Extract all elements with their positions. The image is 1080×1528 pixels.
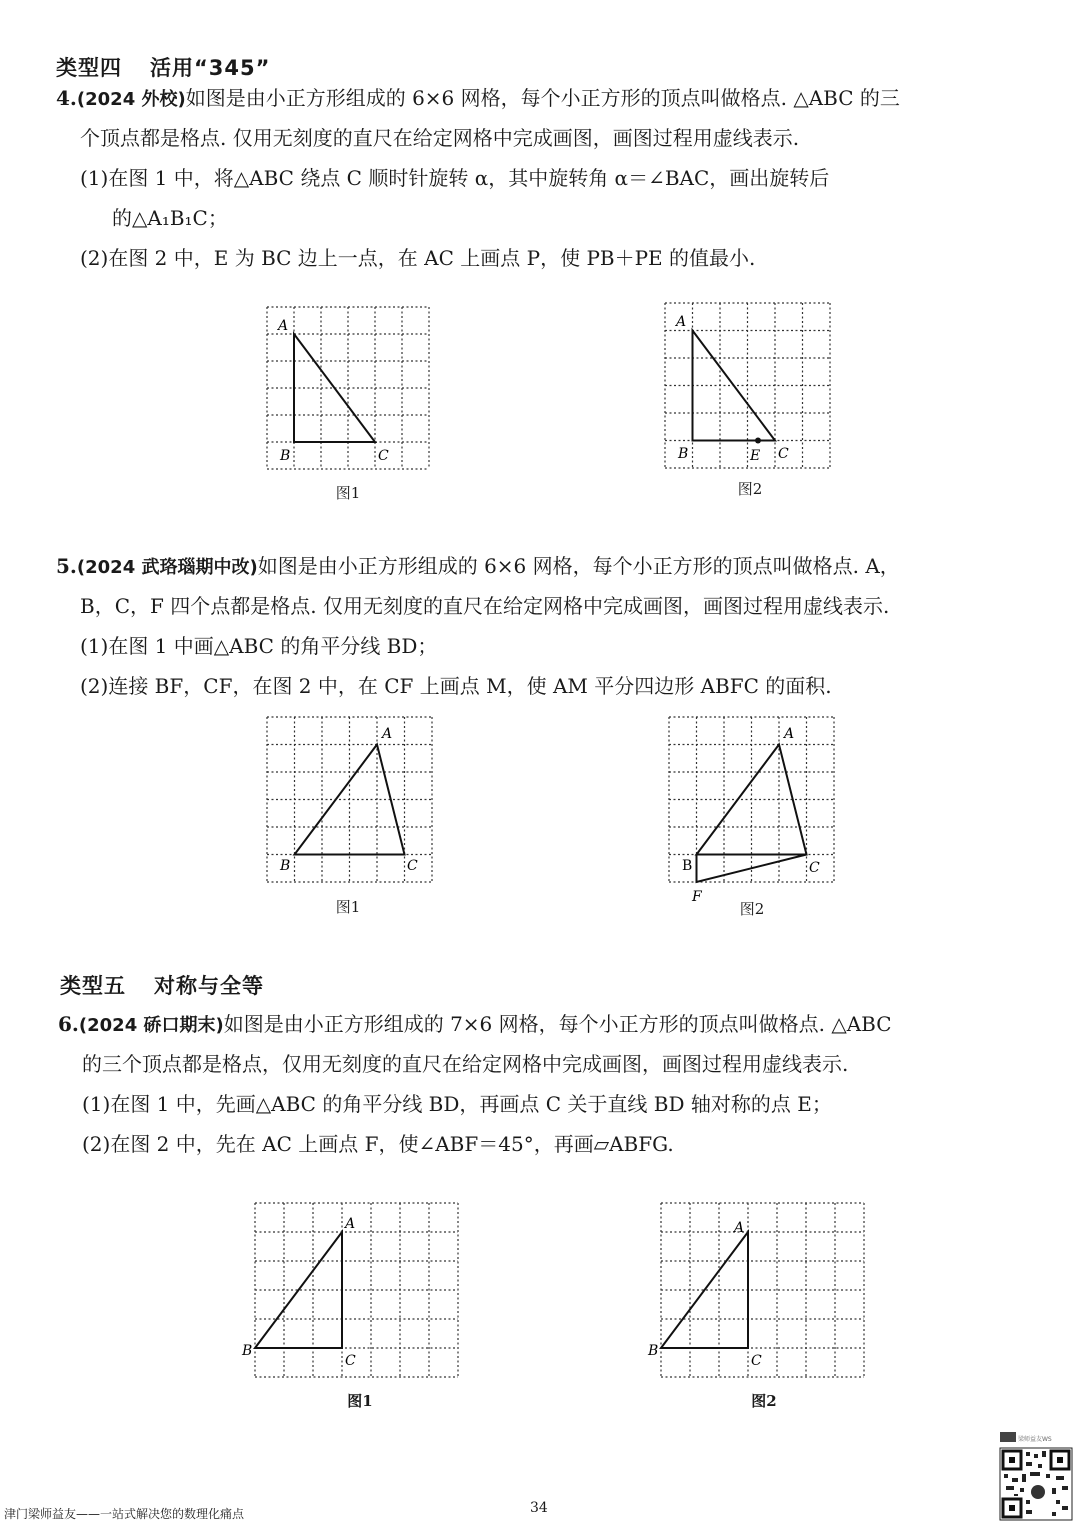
label-b: B xyxy=(678,446,689,462)
q4-number: 4. xyxy=(56,86,77,110)
q5-line2: B，C，F 四个点都是格点. 仅用无刻度的直尺在给定网格中完成画图，画图过程用虚线表示. xyxy=(80,594,890,618)
label-c: C xyxy=(378,448,389,464)
section-name: 对称与全等 xyxy=(154,974,264,998)
label-b: B xyxy=(280,448,291,464)
label-b: B xyxy=(242,1343,253,1359)
label-c: C xyxy=(809,860,820,876)
label-a: A xyxy=(734,1220,745,1236)
section-title-4 xyxy=(56,52,270,82)
q6-source: (2024 硚口期末) xyxy=(78,1015,224,1036)
label-a: A xyxy=(784,726,795,742)
label-c: C xyxy=(751,1353,762,1369)
q5-line1: 5.(2024 武珞瑙期中改)如图是由小正方形组成的 6×6 网格，每个小正方形的顶点叫做格点. A， xyxy=(56,554,900,578)
q4-line2: 个顶点都是格点. 仅用无刻度的直尺在给定网格中完成画图，画图过程用虚线表示. xyxy=(80,126,800,150)
q6-number: 6. xyxy=(58,1012,79,1036)
q5-figure-1 xyxy=(262,712,442,892)
q4-part2: (2)在图 2 中，E 为 BC 边上一点，在 AC 上画点 P，使 PB＋PE 的值最小. xyxy=(80,246,756,270)
q4-part1-cont: 的△A₁B₁C； xyxy=(112,206,228,230)
q4-figure-1 xyxy=(262,302,442,482)
label-a: A xyxy=(676,314,687,330)
q4-line1: 4.(2024 外校)如图是由小正方形组成的 6×6 网格，每个小正方形的顶点叫做格点. △ABC 的三 xyxy=(56,86,900,110)
q5-source: (2024 武珞瑙期中改) xyxy=(76,557,258,578)
q4-source: (2024 外校) xyxy=(76,89,186,110)
label-a: A xyxy=(278,318,289,334)
q6-fig2-caption: 图2 xyxy=(751,1392,777,1410)
qr-code xyxy=(998,1430,1074,1526)
label-a: A xyxy=(382,726,393,742)
q5-figure-2 xyxy=(664,712,844,912)
label-b: B xyxy=(682,858,693,874)
q6-part1: (1)在图 1 中，先画△ABC 的角平分线 BD，再画点 C 关于直线 BD 轴对称的点 E； xyxy=(82,1092,832,1116)
q5-number: 5. xyxy=(56,554,77,578)
q4-fig1-caption: 图1 xyxy=(335,484,361,502)
label-c: C xyxy=(407,858,418,874)
label-c: C xyxy=(778,446,789,462)
section-title-5 xyxy=(60,970,264,1000)
q6-fig1-caption: 图1 xyxy=(347,1392,373,1410)
q4-part1: (1)在图 1 中，将△ABC 绕点 C 顺时针旋转 α，其中旋转角 α＝∠BAC，画出旋转后 xyxy=(80,166,830,190)
q4-fig2-caption: 图2 xyxy=(737,480,763,498)
q5-part2: (2)连接 BF，CF，在图 2 中，在 CF 上画点 M，使 AM 平分四边形 ABFC 的面积. xyxy=(80,674,832,698)
q6-part2: (2)在图 2 中，先在 AC 上画点 F，使∠ABF＝45°，再画▱ABFG. xyxy=(82,1132,674,1156)
label-a: A xyxy=(345,1216,356,1232)
q4-figure-2 xyxy=(660,298,840,478)
q6-line2: 的三个顶点都是格点，仅用无刻度的直尺在给定网格中完成画图，画图过程用虚线表示. xyxy=(82,1052,849,1076)
label-e: E xyxy=(750,448,761,464)
label-c: C xyxy=(345,1353,356,1369)
qr-label: 梁师益友WS xyxy=(1018,1436,1052,1443)
section-name: 活用“345” xyxy=(150,56,271,80)
label-b: B xyxy=(280,858,291,874)
label-f: F xyxy=(692,889,702,905)
q5-part1: (1)在图 1 中画△ABC 的角平分线 BD； xyxy=(80,634,438,658)
point-e xyxy=(755,438,761,444)
section-label: 类型四 xyxy=(56,56,122,80)
triangle-abc xyxy=(693,331,776,441)
footer-text: 津门梁师益友——一站式解决您的数理化痛点 xyxy=(4,1507,245,1521)
q6-line1: 6.(2024 硚口期末)如图是由小正方形组成的 7×6 网格，每个小正方形的顶点叫做格点. △ABC xyxy=(58,1012,892,1036)
q5-fig2-caption: 图2 xyxy=(739,900,765,918)
label-b: B xyxy=(648,1343,659,1359)
q6-figure-1 xyxy=(242,1198,470,1388)
section-label: 类型五 xyxy=(60,974,126,998)
page-number: 34 xyxy=(530,1500,548,1516)
q6-figure-2 xyxy=(648,1198,876,1388)
segments-bf-cf xyxy=(697,855,807,883)
q5-fig1-caption: 图1 xyxy=(335,898,361,916)
